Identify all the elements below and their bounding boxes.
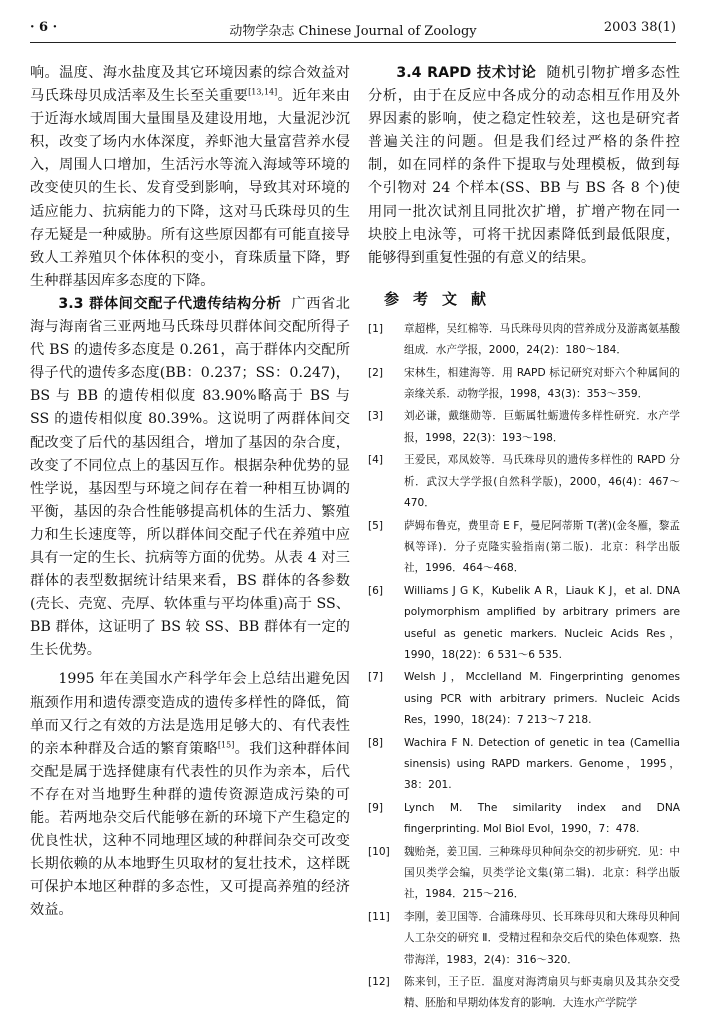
- reference-number: [5]: [368, 519, 384, 532]
- reference-item: [368, 798, 680, 841]
- volume-issue: 2003 38(1): [603, 20, 676, 35]
- section-heading: 3.4 RAPD 技术讨论: [396, 65, 537, 81]
- reference-text: 刘必谦，戴继勋等．巨蛎属牡蛎遗传多样性研究．水产学报，1998，22(3)：193～198．: [404, 410, 680, 444]
- reference-item: [368, 842, 680, 906]
- reference-text: 陈来钊，王子臣．温度对海湾扇贝与虾夷扇贝及其杂交受精、胚胎和早期幼体发育的影响．大连水产学院学: [404, 976, 680, 1010]
- reference-item: [368, 363, 680, 406]
- page-header: [30, 16, 676, 43]
- reference-list: [368, 319, 680, 1015]
- paragraph-environment: 响。温度、海水盐度及其它环境因素的综合效益对马氏珠母贝成活率及生长至关重要[13,14]。近年来由于近海水域周围大量围垦及建设用地，大量泥沙沉积，改变了场内水体深度，养虾池大量富营养水侵入，周围人口增加，生活污水等流入海域等环境的改变使贝的生长、发育受到影响，导致其对环境的适应能力、抗病能力的下降，这对马氏珠母贝的生存无疑是一种威胁。所有这些原因都有可能直接导致人工养殖贝个体体积的变小，育珠质量下降，野生种群基因库多态度的下降。: [30, 65, 350, 289]
- reference-text: Lynch M. The similarity index and DNA fingerprinting. Mol Biol Evol，1990，7：478.: [404, 801, 680, 836]
- reference-item: [368, 907, 680, 971]
- reference-item: [368, 319, 680, 362]
- left-column: [30, 62, 350, 922]
- reference-item: [368, 406, 680, 449]
- reference-text: 章超桦，吴红棉等．马氏珠母贝肉的营养成分及游离氨基酸组成．水产学报，2000，24(2)：180～184．: [404, 322, 680, 357]
- reference-number: [7]: [368, 671, 384, 684]
- reference-text: 李刚，姜卫国等．合浦珠母贝、长耳珠母贝和大珠母贝种间人工杂交的研究 Ⅱ．受精过程和杂交后代的染色体观察．热带海洋，1983，2(4)：316～320．: [404, 910, 680, 966]
- reference-number: [11]: [368, 910, 390, 923]
- reference-item: [368, 972, 680, 1015]
- reference-item: [368, 450, 680, 514]
- reference-number: [1]: [368, 322, 384, 335]
- reference-item: [368, 733, 680, 797]
- section-3-3: 3.3 群体间交配子代遗传结构分析 广西省北海与海南省三亚两地马氏珠母贝群体间交配所得子代 BS 的遗传多态度是 0.261，高于群体内交配所得子代的遗传多态度(BB：0.237；SS：0.247)，BS 与 BB 的遗传相似度 83.90%略高于 BS 与 SS 的遗传相似度 80.39%。这说明了两群体间交配改变了后代的基因组合，增加了基因的杂合度，改变了不同位点上的基因互作。根据杂种优势的显性学说，基因型与环境之间存在着一种相互协调的平衡，基因的杂合性能够提高机体的生活力、繁殖力和生长速度等，所以群体间交配子代在养殖中应具有一定的生长、抗病等方面的优势。从表 4 对三群体的表型数据统计结果来看，BS 群体的各参数(壳长、壳宽、壳厚、软体重与平均体重)高于 SS、BB 群体，这证明了 BS 较 SS、BB 群体有一定的生长优势。: [30, 295, 350, 659]
- reference-number: [2]: [368, 366, 384, 379]
- reference-number: [12]: [368, 976, 390, 989]
- references-heading: 参考文献: [384, 289, 501, 308]
- journal-title: 动物学杂志 Chinese Journal of Zoology: [229, 24, 477, 39]
- reference-number: [4]: [368, 454, 384, 467]
- reference-item: [368, 667, 680, 731]
- reference-text: Wachira F N. Detection of genetic in tea (Camellia sinensis) using RAPD markers. Genome，1995，38：201.: [404, 736, 680, 792]
- right-column: [368, 62, 680, 1016]
- reference-text: 宋林生，相建海等．用 RAPD 标记研究对虾六个种属间的亲缘关系．动物学报，1998，43(3)：353～359．: [404, 366, 680, 401]
- reference-item: [368, 581, 680, 667]
- reference-text: 萨姆布鲁克，费里奇 E F，曼尼阿蒂斯 T(著)(金冬雁，黎孟枫等译)．分子克隆实验指南(第二版)．北京：科学出版社，1996．464～468．: [404, 519, 680, 575]
- reference-number: [6]: [368, 584, 384, 597]
- citation: [13,14]: [248, 87, 278, 97]
- paragraph-1995: 1995 年在美国水产科学年会上总结出避免因瓶颈作用和遗传漂变造成的遗传多样性的降低，简单而又行之有效的方法是选用足够大的、有代表性的亲本种群及合适的繁育策略[15]。我们这种群体间交配是属于选择健康有代表性的贝作为亲本，后代不存在对当地野生种群的遗传资源造成污染的可能。若两地杂交后代能够在新的环境下产生稳定的优良性状，这种不同地理区域的种群间杂交可改变长期依赖的从本地野生贝取材的复壮技术，这样既可保护本地区种群的多态性，又可提高养殖的经济效益。: [30, 671, 350, 919]
- reference-text: Welsh J，Mcclelland M. Fingerprinting genomes using PCR with arbitrary primers. Nucleic Acids Res，1990，18(24)：7 213～7 218.: [404, 671, 680, 727]
- reference-text: 魏贻尧，姜卫国．三种珠母贝种间杂交的初步研究．见：中国贝类学会编，贝类学论文集(第二辑)．北京：科学出版社，1984．215～216．: [404, 845, 680, 901]
- reference-number: [10]: [368, 845, 390, 858]
- reference-text: Williams J G K，Kubelik A R，Liauk K J，et al. DNA polymorphism amplified by arbitrary primers are useful as genetic markers. Nucleic Acids Res，1990，18(22)：6 531～6 535.: [404, 584, 680, 661]
- section-3-4: 3.4 RAPD 技术讨论 随机引物扩增多态性分析，由于在反应中各成分的动态相互作用及外界因素的影响，使之稳定性较差，这也是研究者普遍关注的问题。但是我们经过严格的条件控制，如在同样的条件下提取与处理模板，做到每个引物对 24 个样本(SS、BB 与 BS 各 8 个)使用同一批次试剂且同批次扩增，扩增产物在同一块胶上电泳等，可将干扰因素降低到最低限度，能够得到重复性强的有意义的结果。: [368, 65, 680, 266]
- section-heading: 3.3 群体间交配子代遗传结构分析: [58, 295, 282, 312]
- page-number: · 6 ·: [30, 20, 58, 35]
- reference-number: [8]: [368, 736, 384, 749]
- reference-number: [9]: [368, 801, 384, 814]
- reference-item: [368, 516, 680, 580]
- reference-text: 王爱民，邓凤姣等．马氏珠母贝的遗传多样性的 RAPD 分析．武汉大学学报(自然科学版)，2000，46(4)：467～470．: [404, 454, 680, 510]
- reference-number: [3]: [368, 410, 384, 423]
- citation: [15]: [217, 739, 235, 749]
